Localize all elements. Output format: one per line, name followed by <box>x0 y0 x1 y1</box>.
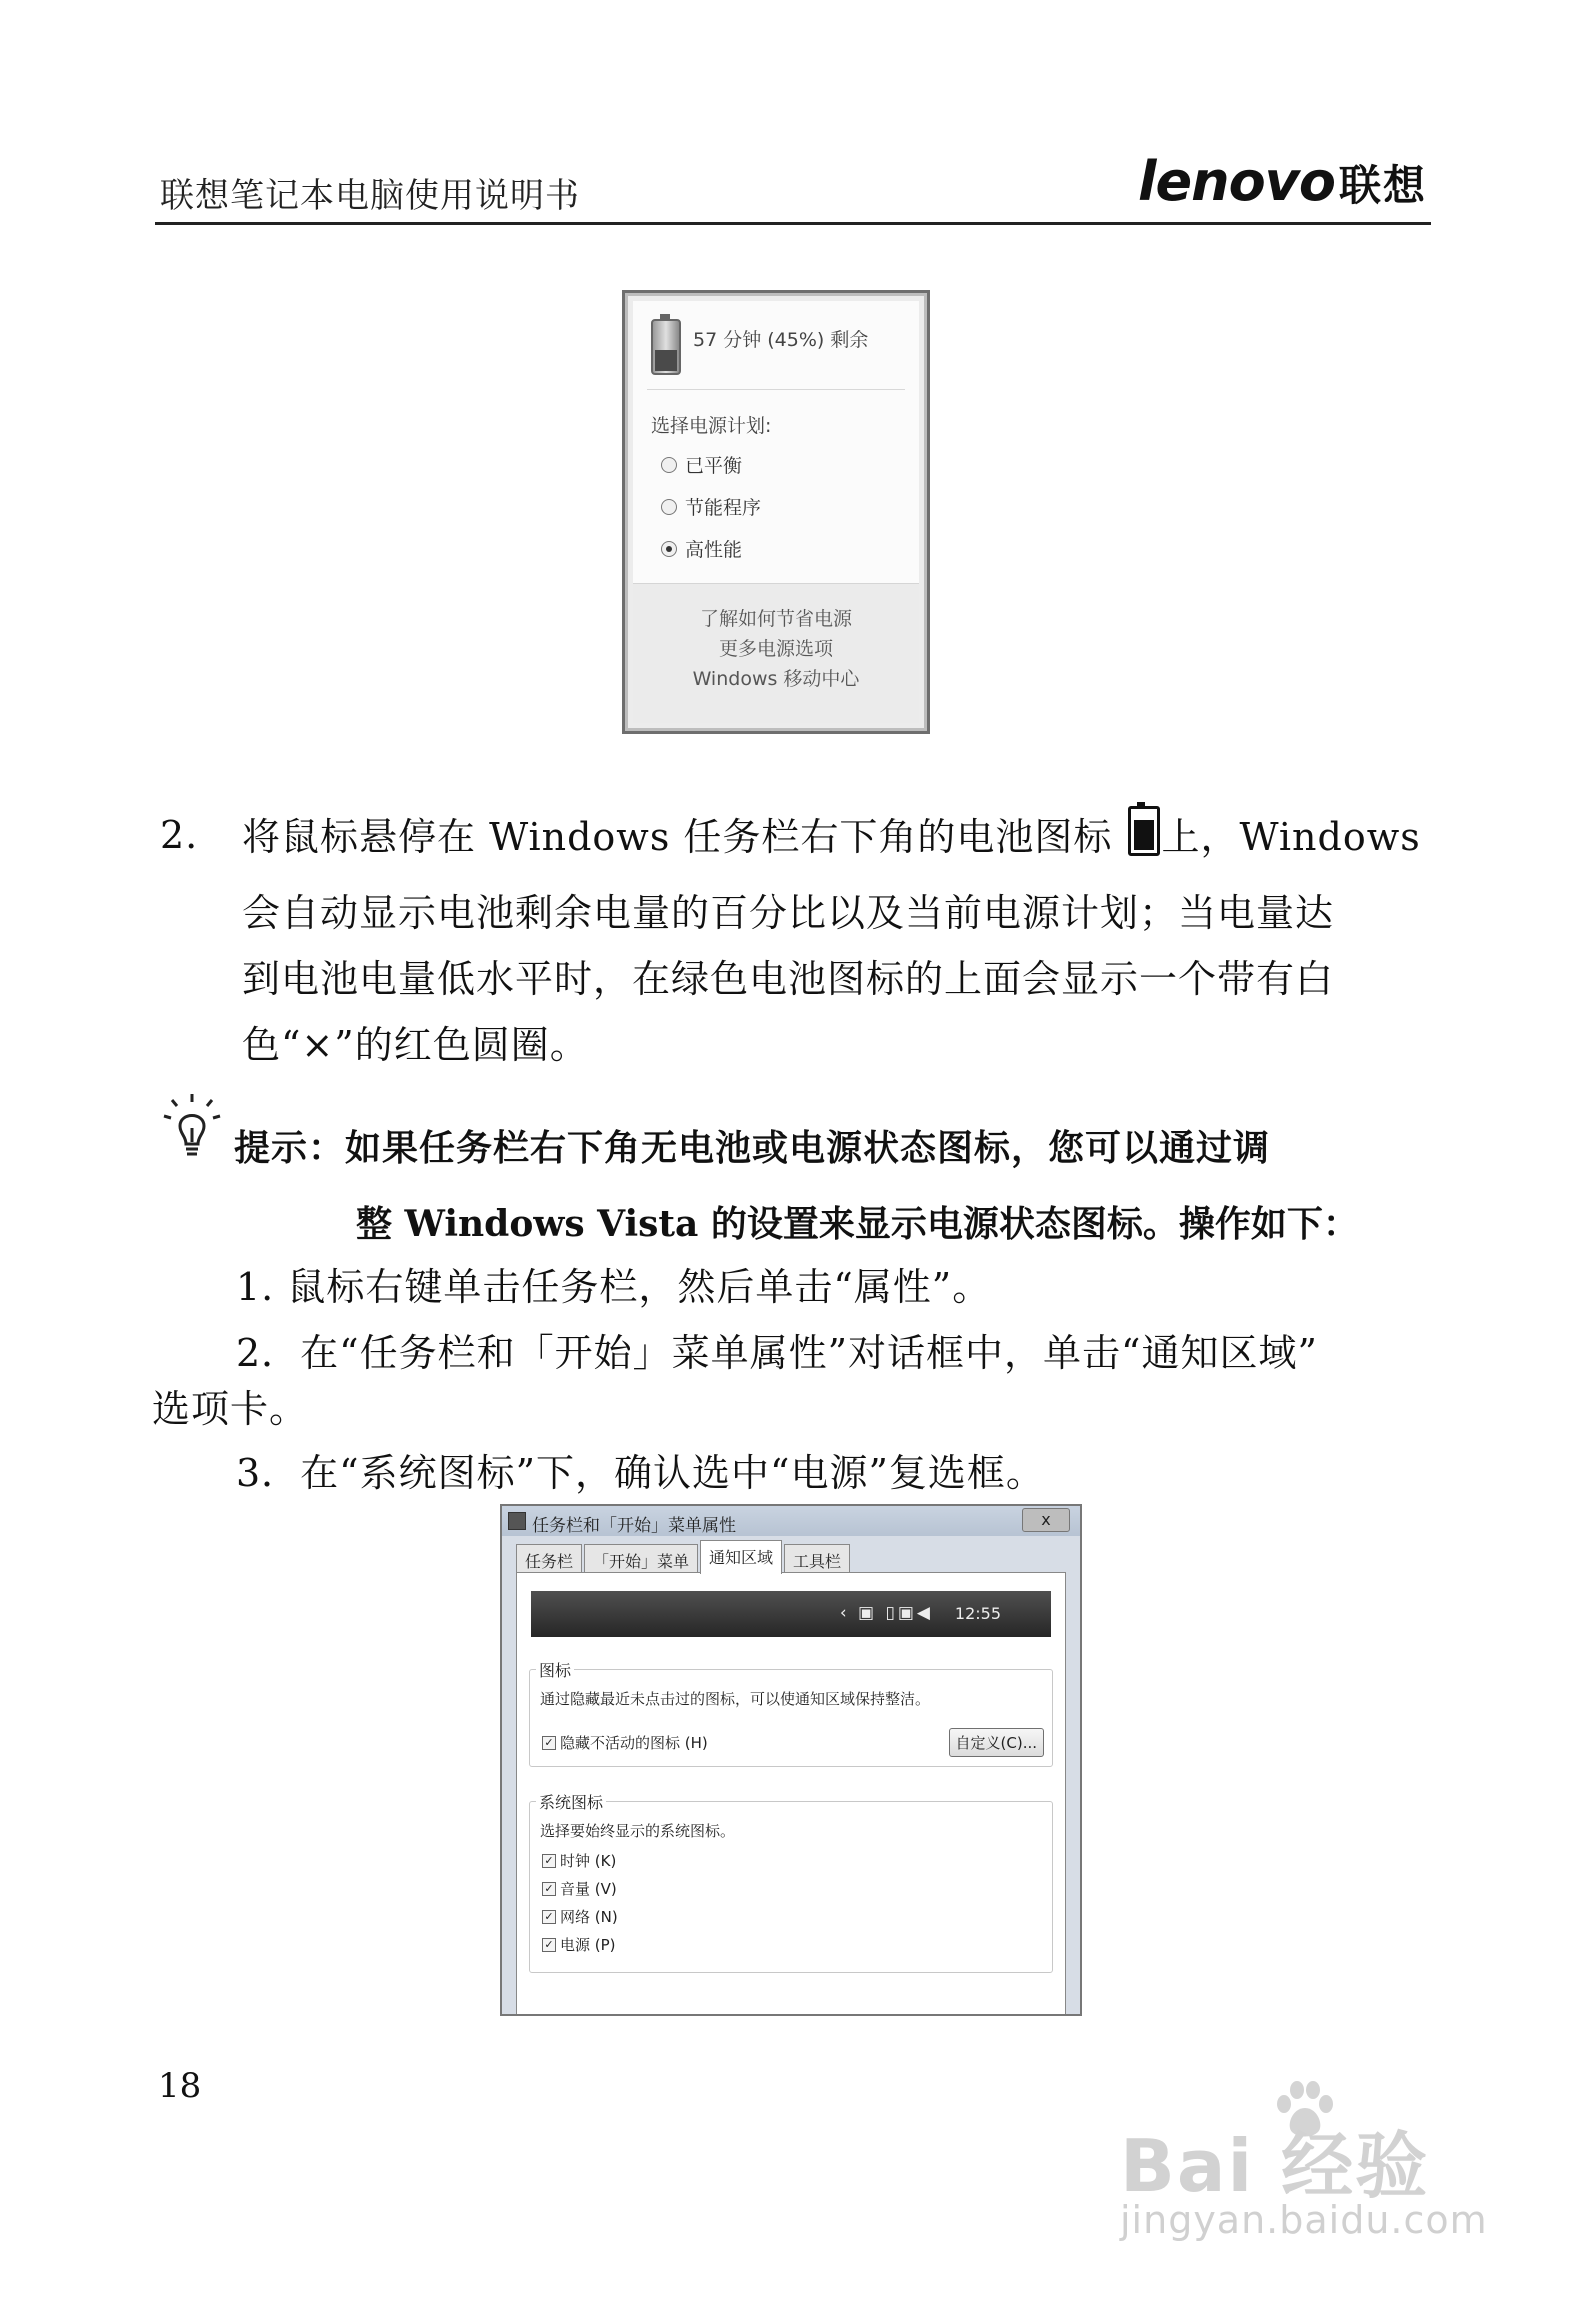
dialog-titlebar <box>502 1506 1080 1536</box>
icons-group-desc: 通过隐藏最近未点击过的图标，可以使通知区域保持整洁。 <box>540 1690 931 1708</box>
step2-line1: 将鼠标悬停在 Windows 任务栏右下角的电池图标 上，Windows <box>242 806 1421 866</box>
tab-start-menu[interactable]: 「开始」菜单 <box>584 1544 698 1573</box>
tab-taskbar[interactable]: 任务栏 <box>516 1544 582 1573</box>
radio-selected-icon[interactable] <box>661 541 677 557</box>
hide-inactive-checkbox[interactable]: ✓ 隐藏不活动的图标 (H) <box>542 1732 708 1753</box>
link-mobility-center[interactable]: Windows 移动中心 <box>692 668 860 690</box>
tab-panel <box>516 1572 1066 2016</box>
tab-toolbars[interactable]: 工具栏 <box>784 1544 850 1573</box>
step-1: 1. 鼠标右键单击任务栏，然后单击“属性”。 <box>236 1265 992 1309</box>
close-button[interactable]: x <box>1022 1508 1070 1532</box>
volume-checkbox[interactable]: ✓ 音量 (V) <box>542 1878 617 1899</box>
link-more-power-options[interactable]: 更多电源选项 <box>718 638 833 660</box>
plan-option-high-performance[interactable]: 高性能 <box>661 535 742 562</box>
popup-links <box>633 583 919 723</box>
checkbox-checked-icon[interactable]: ✓ <box>542 1854 556 1868</box>
checkbox-checked-icon[interactable]: ✓ <box>542 1938 556 1952</box>
watermark-url: jingyan.baidu.com <box>1120 2198 1488 2242</box>
checkbox-checked-icon[interactable]: ✓ <box>542 1910 556 1924</box>
taskbar-properties-dialog <box>500 1504 1082 2016</box>
divider <box>647 389 905 390</box>
step2-line4: 色“×”的红色圆圈。 <box>242 1023 589 1067</box>
checkbox-checked-icon[interactable]: ✓ <box>542 1882 556 1896</box>
system-icons-desc: 选择要始终显示的系统图标。 <box>540 1822 736 1840</box>
network-checkbox[interactable]: ✓ 网络 (N) <box>542 1906 618 1927</box>
battery-icon <box>1128 806 1160 856</box>
tip-line2: 整 Windows Vista 的设置来显示电源状态图标。操作如下： <box>356 1203 1359 1245</box>
lightbulb-icon <box>160 1092 224 1162</box>
lenovo-logo <box>1138 150 1427 213</box>
watermark-brand: Bai 经验 <box>1120 2124 1430 2208</box>
logo-cn: 联想 <box>1338 161 1427 210</box>
radio-icon[interactable] <box>661 499 677 515</box>
header-rule <box>155 222 1431 225</box>
plan-label: 选择电源计划: <box>651 415 772 437</box>
step-3: 3．在“系统图标”下，确认选中“电源”复选框。 <box>236 1451 1045 1495</box>
window-icon <box>508 1512 526 1530</box>
tray-icons: ‹ ▣ ▯▣◀ <box>839 1603 933 1623</box>
logo-text: lenovo <box>1138 150 1335 213</box>
icons-group-legend: 图标 <box>536 1658 574 1681</box>
header-title: 联想笔记本电脑使用说明书 <box>160 176 580 216</box>
radio-icon[interactable] <box>661 457 677 473</box>
customize-button[interactable]: 自定义(C)... <box>949 1728 1044 1757</box>
step2-line2: 会自动显示电池剩余电量的百分比以及当前电源计划；当电量达 <box>242 891 1335 935</box>
step-2-line1: 2．在“任务栏和「开始」菜单属性”对话框中，单击“通知区域” <box>236 1331 1318 1375</box>
system-icons-legend: 系统图标 <box>536 1790 606 1813</box>
tray-preview <box>531 1591 1051 1637</box>
icons-group <box>529 1661 1053 1767</box>
step-2-line2: 选项卡。 <box>152 1387 309 1431</box>
page-number: 18 <box>158 2066 202 2106</box>
battery-status: 57 分钟 (45%) 剩余 <box>693 329 869 351</box>
tab-notification-area[interactable]: 通知区域 <box>700 1540 782 1574</box>
tip-line1: 提示：如果任务栏右下角无电池或电源状态图标，您可以通过调 <box>234 1128 1271 1169</box>
system-icons-group <box>529 1793 1053 1973</box>
checkbox-checked-icon[interactable]: ✓ <box>542 1736 556 1750</box>
clock-checkbox[interactable]: ✓ 时钟 (K) <box>542 1850 616 1871</box>
plan-option-power-saver[interactable]: 节能程序 <box>661 493 761 520</box>
power-checkbox[interactable]: ✓ 电源 (P) <box>542 1934 616 1955</box>
tab-strip <box>516 1544 852 1574</box>
battery-popup <box>622 290 930 734</box>
step2-line3: 到电池电量低水平时，在绿色电池图标的上面会显示一个带有白 <box>242 957 1335 1001</box>
tray-time: 12:55 <box>954 1604 1001 1623</box>
step2-number: 2. <box>160 813 199 857</box>
dialog-title: 任务栏和「开始」菜单属性 <box>532 1516 736 1536</box>
plan-option-balanced[interactable]: 已平衡 <box>661 451 742 478</box>
battery-icon <box>651 319 681 375</box>
link-save-power[interactable]: 了解如何节省电源 <box>699 608 852 630</box>
